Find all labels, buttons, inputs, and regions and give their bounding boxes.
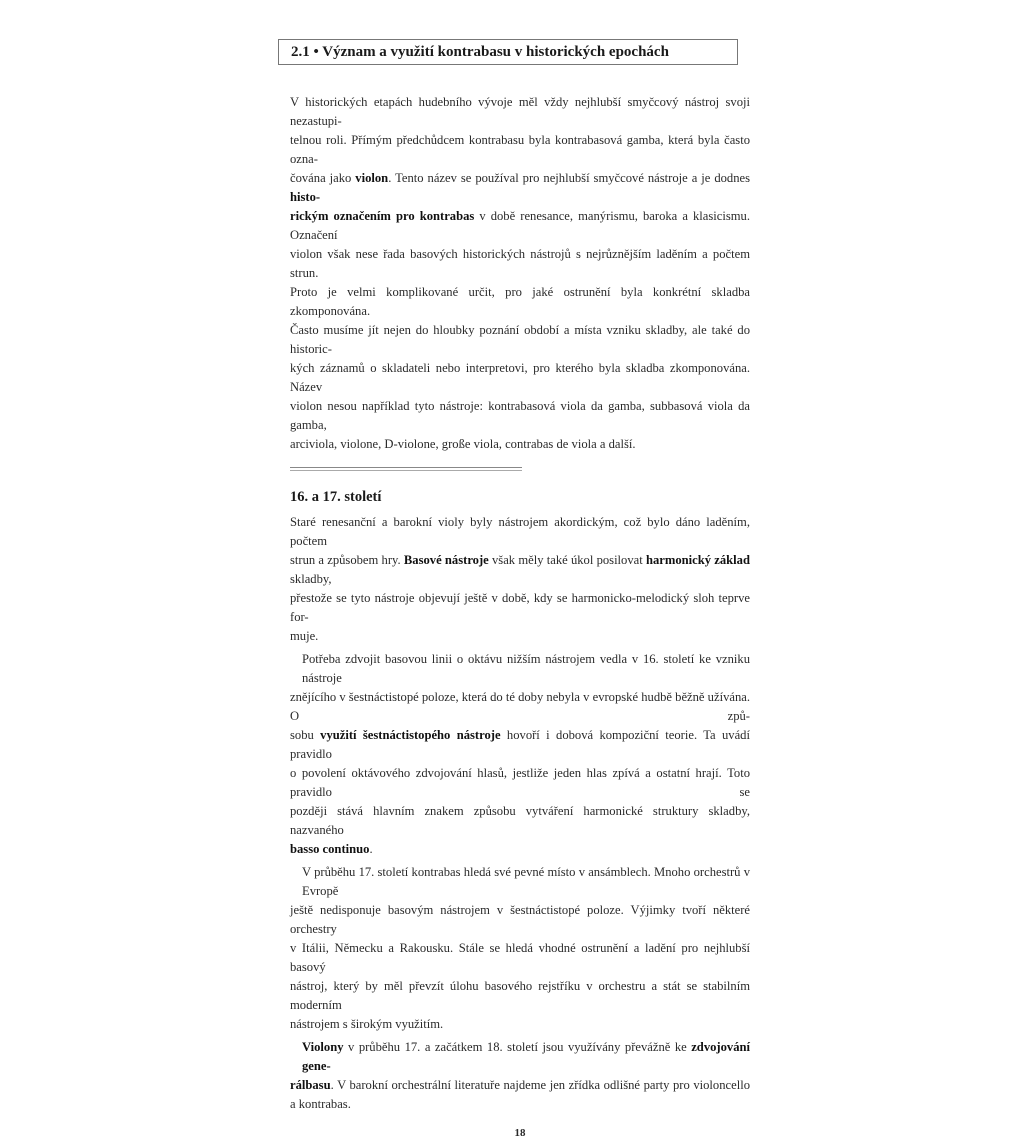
- page-body: [290, 93, 750, 1140]
- paragraph: [290, 863, 750, 1034]
- text-line: [290, 1015, 750, 1034]
- bold-term: histo-: [290, 190, 321, 204]
- text-run: čována jako: [290, 171, 356, 185]
- text-line: [290, 688, 750, 726]
- text-line: [290, 589, 750, 627]
- text-run: skladby,: [290, 572, 332, 586]
- text-run: . Tento název se používal pro nejhlubší smyčcové nástroje a je dodnes: [388, 171, 751, 185]
- text-run: .: [369, 842, 373, 856]
- text-run: v průběhu 17. a začátkem 18. století jsou využívány převážně ke: [343, 1040, 692, 1054]
- divider-rule: [290, 467, 522, 471]
- text-run: přestože se tyto nástroje objevují ještě v době, kdy se harmonicko-melodický sloh teprve for-: [290, 591, 750, 624]
- text-run: v Itálii, Německu a Rakousku. Stále se hledá vhodné ostrunění a ladění pro nejhlubší basový: [290, 941, 750, 974]
- bold-term: violon: [355, 171, 389, 185]
- text-run: muje.: [290, 629, 319, 643]
- text-line: [290, 901, 750, 939]
- text-run: o povolení oktávového zdvojování hlasů, jestliže jeden hlas zpívá a ostatní hrají. Toto pravidlo se: [290, 766, 750, 799]
- paragraph: [290, 513, 750, 646]
- text-line: [290, 802, 750, 840]
- text-run: hovoří i dobová kompoziční teorie. Ta uvádí pravidlo: [290, 728, 750, 761]
- text-run: však měly také úkol posilovat: [488, 553, 646, 567]
- text-run: nástrojem s širokým využitím.: [290, 1017, 444, 1031]
- bold-term: Violony: [302, 1040, 344, 1054]
- text-line: [290, 764, 750, 802]
- text-line: [290, 397, 750, 435]
- bold-term: basso continuo: [290, 842, 370, 856]
- text-line: [290, 435, 750, 454]
- bold-term: využití šestnáctistopého nástroje: [320, 728, 501, 742]
- text-run: strun a způsobem hry.: [290, 553, 404, 567]
- text-line: [290, 627, 750, 646]
- text-line: [290, 245, 750, 283]
- text-line: [290, 513, 750, 551]
- text-line: [290, 650, 750, 688]
- text-run: později stává hlavním znakem způsobu vytváření harmonické struktury skladby, nazvaného: [290, 804, 750, 837]
- text-run: arciviola, violone, D-violone, große viola, contrabas de viola a další.: [290, 437, 636, 451]
- bold-term: harmonický základ: [645, 553, 750, 567]
- text-line: [290, 977, 750, 1015]
- text-run: V průběhu 17. století kontrabas hledá své pevné místo v ansámblech. Mnoho orchestrů v Evropě: [302, 865, 750, 898]
- paragraph: [290, 650, 750, 859]
- text-line: [290, 1095, 750, 1114]
- page-number: 18: [514, 1127, 526, 1139]
- text-line: [290, 939, 750, 977]
- text-line: [290, 1038, 750, 1076]
- text-line: [290, 551, 750, 589]
- text-run: telnou roli. Přímým předchůdcem kontrabasu byla kontrabasová gamba, která byla často ozna-: [290, 133, 750, 166]
- paragraph: [290, 1038, 750, 1114]
- paragraph-intro: [290, 93, 750, 454]
- text-run: a kontrabas.: [290, 1097, 351, 1111]
- text-run: znějícího v šestnáctistopé poloze, která do té doby nebyla v evropské hudbě běžně užívána. O způ-: [290, 690, 750, 723]
- text-line: [290, 169, 750, 207]
- text-line: [290, 863, 750, 901]
- text-run: . V barokní orchestrální literatuře najdeme jen zřídka odlišné party pro violoncello: [330, 1078, 750, 1092]
- text-run: Často musíme jít nejen do hloubky poznání období a místa vzniku skladby, ale také do historic-: [290, 323, 750, 356]
- text-run: violon však nese řada basových historických nástrojů s nejrůznějším laděním a počtem strun.: [290, 247, 750, 280]
- text-run: nástroj, který by měl převzít úlohu basového rejstříku v orchestru a stát se stabilním moderním: [290, 979, 750, 1012]
- text-run: sobu: [290, 728, 321, 742]
- text-line: [290, 726, 750, 764]
- text-line: [290, 840, 750, 859]
- text-line: [290, 1076, 750, 1095]
- text-line: [290, 131, 750, 169]
- bold-term: rickým označením pro kontrabas: [290, 209, 475, 223]
- text-run: V historických etapách hudebního vývoje měl vždy nejhlubší smyčcový nástroj svoji nezastupi-: [290, 95, 750, 128]
- section-heading-box: [278, 39, 738, 65]
- text-line: [290, 207, 750, 245]
- text-line: [290, 359, 750, 397]
- text-line: [290, 283, 750, 321]
- bold-term: Basové nástroje: [403, 553, 489, 567]
- text-line: [290, 321, 750, 359]
- text-run: violon nesou například tyto nástroje: kontrabasová viola da gamba, subbasová viola da gamba,: [290, 399, 750, 432]
- text-run: v době renesance, manýrismu, baroka a klasicismu. Označení: [290, 209, 750, 242]
- bold-term: zdvojování gene-: [302, 1040, 750, 1073]
- bold-term: rálbasu: [290, 1078, 331, 1092]
- text-run: Staré renesanční a barokní violy byly nástrojem akordickým, což bylo dáno laděním, počtem: [290, 515, 750, 548]
- text-line: [290, 93, 750, 131]
- text-run: kých záznamů o skladateli nebo interpretovi, pro kterého byla skladba zkomponována. Název: [290, 361, 750, 394]
- text-run: Potřeba zdvojit basovou linii o oktávu nižším nástrojem vedla v 16. století ke vzniku nástroje: [302, 652, 750, 685]
- subheading: 16. a 17. století: [290, 489, 382, 505]
- text-run: Proto je velmi komplikované určit, pro jaké ostrunění byla konkrétní skladba zkomponována.: [290, 285, 750, 318]
- section-heading: 2.1 • Význam a využití kontrabasu v historických epochách: [291, 44, 669, 60]
- text-run: ještě nedisponuje basovým nástrojem v šestnáctistopé poloze. Výjimky tvoří některé orchestry: [290, 903, 750, 936]
